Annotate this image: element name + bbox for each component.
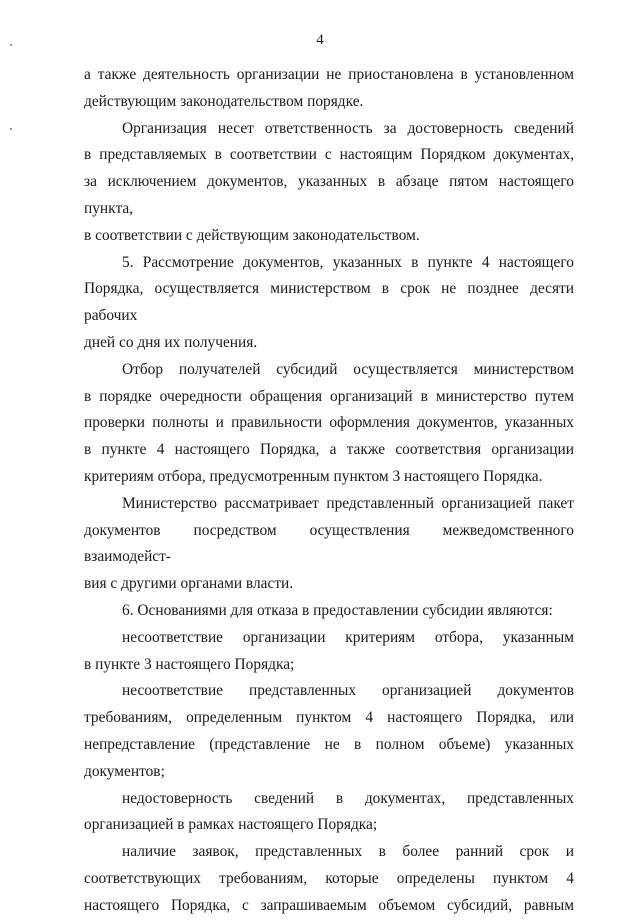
text-line: несоответствие представленных организацией документов [122,682,574,700]
text-line: соответствующих требованиям, которые определены пунктом 4 [84,869,574,887]
paragraph [84,786,574,840]
text-line: действующим законодательством порядке. [84,92,364,110]
text-line: проверки полноты и правильности оформления документов, указанных [84,414,574,432]
text-line: недостоверность сведений в документах, представленных [122,789,574,807]
paragraph [84,116,574,250]
paragraph [84,839,574,919]
paragraph [84,62,574,116]
text-line: в представляемых в соответствии с настоящим Порядком документах, [84,146,574,164]
paragraph [84,678,574,785]
margin-mark [10,128,12,130]
text-line: требованиям, определенным пунктом 4 настоящего Порядка, или [84,709,574,727]
text-line: в пункте 4 настоящего Порядка, а также соответствия организации [84,441,574,459]
text-line: наличие заявок, представленных в более ранний срок и [122,843,574,861]
paragraph [84,491,574,598]
text-line: в порядке очередности обращения организаций в министерство путем [84,387,574,405]
text-line: организацией в рамках настоящего Порядка; [84,816,378,834]
text-line: вия с другими органами власти. [84,575,294,593]
text-line: 5. Рассмотрение документов, указанных в пункте 4 настоящего [122,253,574,271]
text-line: а также деятельность организации не приостановлена в установленном [84,66,574,83]
text-line: непредставление (представление не в полном объеме) указанных документов; [84,735,574,780]
text-line: 6. Основаниями для отказа в предоставлении субсидии являются: [122,601,553,619]
text-line: Организация несет ответственность за достоверность сведений [122,119,574,137]
text-line: в соответствии с действующим законодательством. [84,226,420,244]
text-line: Министерство рассматривает представленный организацией пакет [122,494,574,512]
text-line: Отбор получателей субсидий осуществляется министерством [122,360,574,378]
text-line: за исключением документов, указанных в абзаце пятом настоящего пункта, [84,173,574,217]
document-body [84,62,574,920]
text-line: настоящего Порядка, с запрашиваемым объемом субсидий, равным [84,896,574,914]
paragraph [84,357,574,491]
text-line: несоответствие организации критериям отбора, указанным [122,628,574,646]
page-number: 4 [316,32,324,48]
paragraph [84,625,574,679]
text-line: Порядка, осуществляется министерством в срок не позднее десяти рабочих [84,280,574,325]
text-line: критериям отбора, предусмотренным пунктом 3 настоящего Порядка. [84,467,543,485]
paragraph [84,250,574,357]
text-line: в пункте 3 настоящего Порядка; [84,655,295,673]
text-line: дней со дня их получения. [84,333,258,351]
text-line: документов посредством осуществления межведомственного взаимодейст- [84,521,574,566]
paragraph [84,598,574,625]
